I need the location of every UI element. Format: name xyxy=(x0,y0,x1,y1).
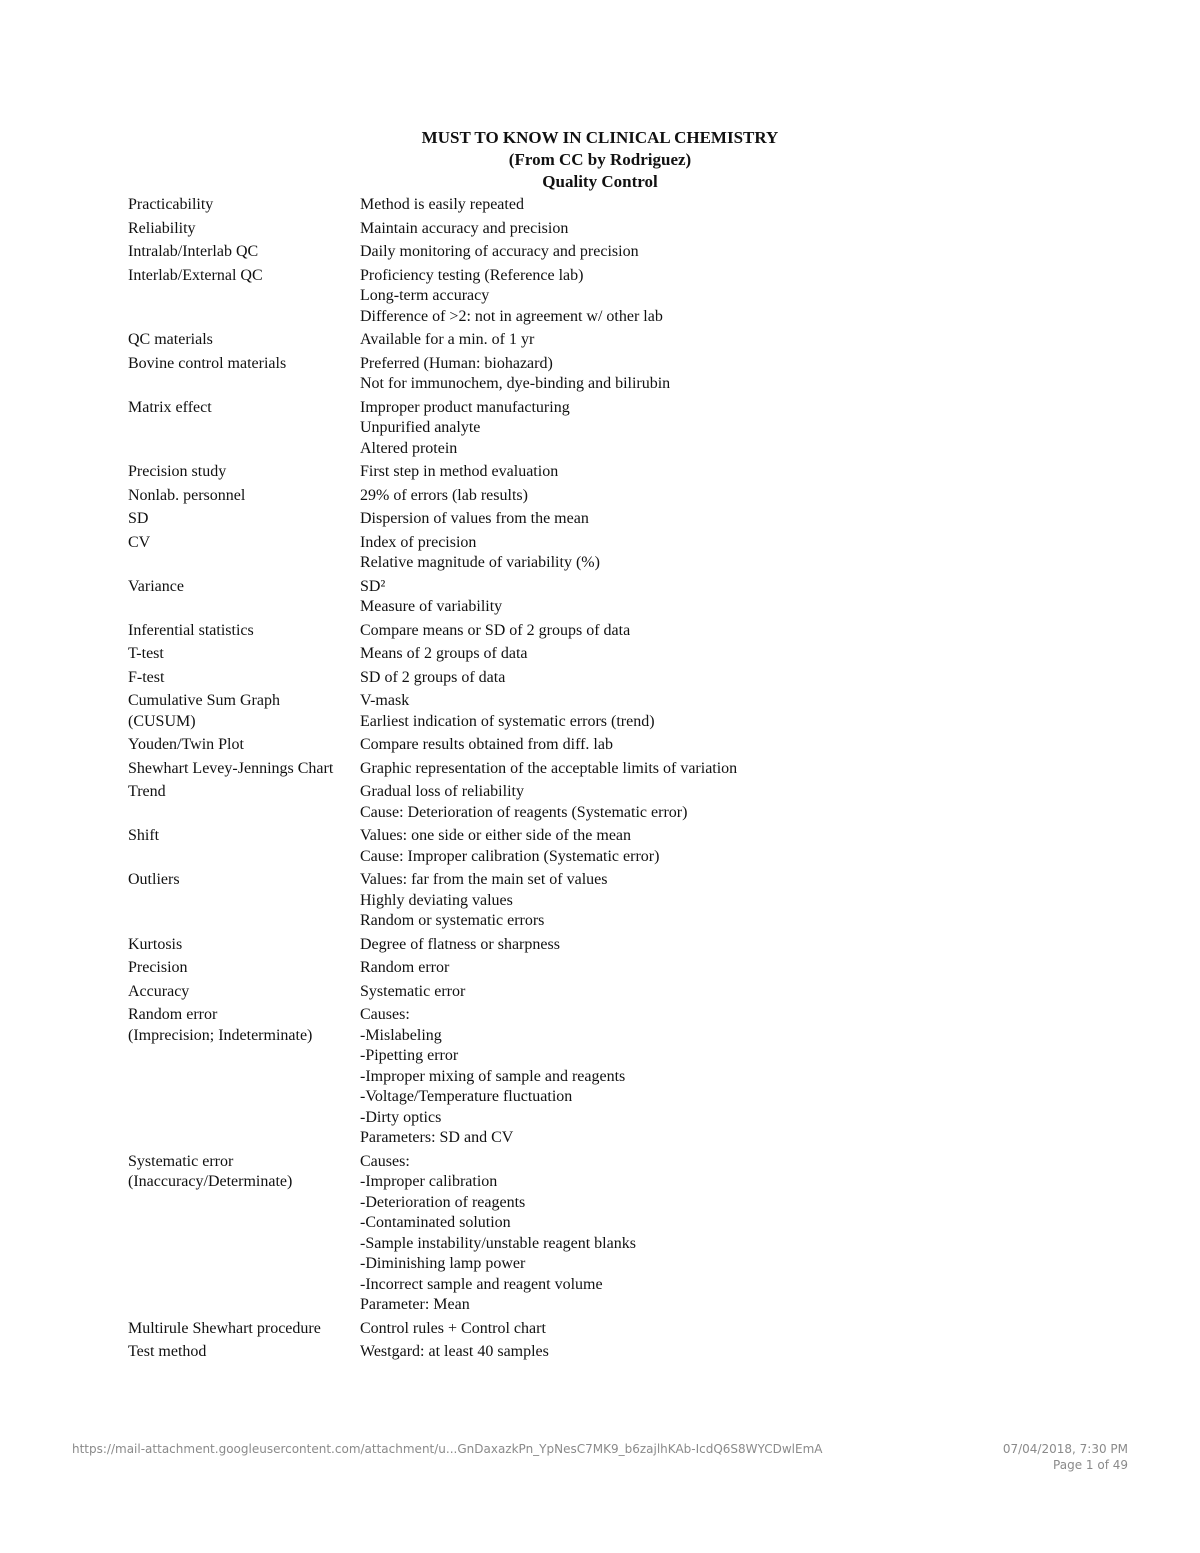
definition-cell xyxy=(360,759,828,780)
definition-line: V-mask xyxy=(360,692,410,709)
term-line: (CUSUM) xyxy=(128,712,196,730)
term-line: SD xyxy=(128,510,149,527)
definition-cell xyxy=(360,577,828,618)
term-cell xyxy=(128,577,360,618)
term-line: Multirule Shewhart procedure xyxy=(128,1319,321,1337)
definition-line: Method is easily repeated xyxy=(360,196,524,213)
definition-cell xyxy=(360,621,828,642)
definition-cell xyxy=(360,219,828,240)
definition-line: Dispersion of values from the mean xyxy=(360,510,589,527)
term-line: Matrix effect xyxy=(128,398,212,416)
footer-meta xyxy=(1003,1441,1128,1473)
term-cell xyxy=(128,668,360,689)
definition-line: Proficiency testing (Reference lab) xyxy=(360,266,584,284)
term-line: Shewhart Levey-Jennings Chart xyxy=(128,759,334,777)
term-line: Interlab/External QC xyxy=(128,266,263,284)
term-cell xyxy=(128,644,360,665)
term-line: Kurtosis xyxy=(128,935,183,953)
definition-cell xyxy=(360,958,828,979)
definition-cell xyxy=(360,266,828,328)
table-row xyxy=(128,870,828,932)
table-row xyxy=(128,577,828,618)
term-line: Trend xyxy=(128,783,166,800)
term-cell xyxy=(128,958,360,979)
table-row xyxy=(128,782,828,823)
term-line: T-test xyxy=(128,645,164,662)
definition-cell xyxy=(360,1005,828,1149)
definition-line: -Mislabeling xyxy=(360,1026,442,1044)
term-line: Cumulative Sum Graph xyxy=(128,692,280,709)
term-cell xyxy=(128,509,360,530)
definition-line: Causes: xyxy=(360,1152,410,1170)
table-row xyxy=(128,1319,828,1340)
term-cell xyxy=(128,1319,360,1340)
definition-line: Cause: Deterioration of reagents (Systematic error) xyxy=(360,803,688,821)
document-title: MUST TO KNOW IN CLINICAL CHEMISTRY xyxy=(421,128,779,147)
definition-line: Measure of variability xyxy=(360,598,503,615)
table-row xyxy=(128,398,828,460)
definition-line: 29% of errors (lab results) xyxy=(360,486,528,504)
definition-line: Means of 2 groups of data xyxy=(360,645,528,662)
definition-cell xyxy=(360,826,828,867)
table-row xyxy=(128,509,828,530)
table-row xyxy=(128,266,828,328)
definition-line: Causes: xyxy=(360,1006,410,1023)
definition-cell xyxy=(360,668,828,689)
table-row xyxy=(128,982,828,1003)
definition-line: -Diminishing lamp power xyxy=(360,1255,526,1272)
term-cell xyxy=(128,1005,360,1149)
definition-cell xyxy=(360,1319,828,1340)
footer-url: https://mail-attachment.googleusercontent.com/attachment/u...GnDaxazkPn_YpNesC7MK9_b6zajlhKAb-IcdQ6S8WYCDwlEmA xyxy=(72,1442,823,1456)
definition-line: Values: one side or either side of the mean xyxy=(360,827,632,844)
table-row xyxy=(128,1152,828,1316)
definition-line: -Improper mixing of sample and reagents xyxy=(360,1067,626,1085)
term-cell xyxy=(128,266,360,328)
table-row xyxy=(128,691,828,732)
definition-cell xyxy=(360,509,828,530)
table-row xyxy=(128,219,828,240)
table-row xyxy=(128,330,828,351)
definition-line: Available for a min. of 1 yr xyxy=(360,331,535,348)
term-line: Accuracy xyxy=(128,982,190,1000)
definition-line: Improper product manufacturing xyxy=(360,398,570,416)
definition-line: First step in method evaluation xyxy=(360,463,559,480)
term-cell xyxy=(128,398,360,460)
definition-line: Not for immunochem, dye-binding and bilirubin xyxy=(360,375,671,392)
definition-line: Parameters: SD and CV xyxy=(360,1129,514,1146)
definition-cell xyxy=(360,691,828,732)
term-line: Nonlab. personnel xyxy=(128,486,246,504)
term-cell xyxy=(128,982,360,1003)
definition-line: Preferred (Human: biohazard) xyxy=(360,354,553,372)
definition-line: -Deterioration of reagents xyxy=(360,1193,526,1211)
table-row xyxy=(128,759,828,780)
term-line: Outliers xyxy=(128,871,180,888)
table-row xyxy=(128,935,828,956)
table-row xyxy=(128,668,828,689)
term-line: Precision study xyxy=(128,463,227,480)
definition-cell xyxy=(360,354,828,395)
definition-line: Altered protein xyxy=(360,439,458,457)
term-cell xyxy=(128,533,360,574)
definition-line: Values: far from the main set of values xyxy=(360,871,608,888)
definition-line: Control rules + Control chart xyxy=(360,1319,546,1337)
term-line: (Imprecision; Indeterminate) xyxy=(128,1026,313,1044)
definition-line: -Incorrect sample and reagent volume xyxy=(360,1275,603,1293)
document-source: (From CC by Rodriguez) xyxy=(508,150,692,169)
term-line: Practicability xyxy=(128,196,214,213)
term-line: QC materials xyxy=(128,331,213,348)
term-line: Test method xyxy=(128,1343,207,1360)
definition-line: -Dirty optics xyxy=(360,1108,442,1126)
definition-cell xyxy=(360,982,828,1003)
definition-line: -Contaminated solution xyxy=(360,1214,511,1231)
term-cell xyxy=(128,242,360,263)
term-line: Reliability xyxy=(128,219,196,237)
term-cell xyxy=(128,935,360,956)
definition-line: Earliest indication of systematic errors (trend) xyxy=(360,712,655,730)
definition-line: Westgard: at least 40 samples xyxy=(360,1343,549,1360)
term-cell xyxy=(128,219,360,240)
definition-line: Difference of >2: not in agreement w/ other lab xyxy=(360,307,663,325)
table-row xyxy=(128,621,828,642)
footer-datetime: 07/04/2018, 7:30 PM xyxy=(1002,1442,1128,1456)
definition-line: Long-term accuracy xyxy=(360,287,490,304)
term-cell xyxy=(128,330,360,351)
term-line: F-test xyxy=(128,668,165,686)
definition-line: Systematic error xyxy=(360,982,466,1000)
definition-cell xyxy=(360,486,828,507)
definition-line: Cause: Improper calibration (Systematic error) xyxy=(360,847,660,865)
definition-line: Graphic representation of the acceptable limits of variation xyxy=(360,759,738,777)
definition-line: Maintain accuracy and precision xyxy=(360,219,569,237)
table-row xyxy=(128,826,828,867)
term-cell xyxy=(128,621,360,642)
definition-line: Compare means or SD of 2 groups of data xyxy=(360,621,631,639)
definition-cell xyxy=(360,398,828,460)
term-cell xyxy=(128,735,360,756)
term-line: Shift xyxy=(128,827,160,844)
table-row xyxy=(128,1342,828,1363)
definition-cell xyxy=(360,782,828,823)
definition-line: Daily monitoring of accuracy and precision xyxy=(360,243,639,260)
table-row xyxy=(128,533,828,574)
term-cell xyxy=(128,354,360,395)
term-cell xyxy=(128,782,360,823)
term-cell xyxy=(128,486,360,507)
table-row xyxy=(128,486,828,507)
definition-line: Highly deviating values xyxy=(360,891,513,909)
term-cell xyxy=(128,462,360,483)
term-line: Bovine control materials xyxy=(128,354,287,372)
definition-cell xyxy=(360,462,828,483)
definition-cell xyxy=(360,195,828,216)
definition-line: Random error xyxy=(360,959,450,976)
term-line: Random error xyxy=(128,1006,218,1023)
term-cell xyxy=(128,691,360,732)
table-row xyxy=(128,195,828,216)
definition-line: Parameter: Mean xyxy=(360,1296,470,1313)
term-cell xyxy=(128,826,360,867)
definition-cell xyxy=(360,735,828,756)
term-cell xyxy=(128,870,360,932)
term-line: Youden/Twin Plot xyxy=(128,736,244,753)
table-row xyxy=(128,644,828,665)
table-row xyxy=(128,242,828,263)
definition-line: -Pipetting error xyxy=(360,1047,459,1064)
definition-cell xyxy=(360,533,828,574)
table-row xyxy=(128,1005,828,1149)
definition-cell xyxy=(360,330,828,351)
term-line: (Inaccuracy/Determinate) xyxy=(128,1173,293,1190)
definition-cell xyxy=(360,935,828,956)
term-line: Systematic error xyxy=(128,1152,234,1170)
term-cell xyxy=(128,1342,360,1363)
definition-line: SD² xyxy=(360,577,386,595)
table-row xyxy=(128,354,828,395)
definition-line: Index of precision xyxy=(360,533,477,551)
table-row xyxy=(128,462,828,483)
definition-line: Gradual loss of reliability xyxy=(360,783,524,800)
definition-line: Degree of flatness or sharpness xyxy=(360,935,560,953)
term-line: Inferential statistics xyxy=(128,621,254,639)
definition-line: Random or systematic errors xyxy=(360,912,545,929)
definition-line: -Improper calibration xyxy=(360,1173,498,1190)
section-title: Quality Control xyxy=(542,172,658,191)
table-row xyxy=(128,958,828,979)
term-cell xyxy=(128,195,360,216)
footer-page-number: Page 1 of 49 xyxy=(1053,1458,1128,1472)
definition-line: Compare results obtained from diff. lab xyxy=(360,736,613,753)
definition-cell xyxy=(360,644,828,665)
definition-line: -Sample instability/unstable reagent blanks xyxy=(360,1234,636,1252)
term-cell xyxy=(128,759,360,780)
term-line: CV xyxy=(128,533,151,551)
definition-cell xyxy=(360,870,828,932)
definition-cell xyxy=(360,1342,828,1363)
term-cell xyxy=(128,1152,360,1316)
definition-cell xyxy=(360,1152,828,1316)
definition-line: Relative magnitude of variability (%) xyxy=(360,554,600,571)
table-row xyxy=(128,735,828,756)
term-line: Intralab/Interlab QC xyxy=(128,243,259,260)
definition-line: -Voltage/Temperature fluctuation xyxy=(360,1088,573,1105)
definition-line: SD of 2 groups of data xyxy=(360,668,506,686)
term-line: Variance xyxy=(128,577,184,595)
definition-line: Unpurified analyte xyxy=(360,419,481,436)
definition-cell xyxy=(360,242,828,263)
term-line: Precision xyxy=(128,959,188,976)
terms-table xyxy=(128,195,828,1363)
